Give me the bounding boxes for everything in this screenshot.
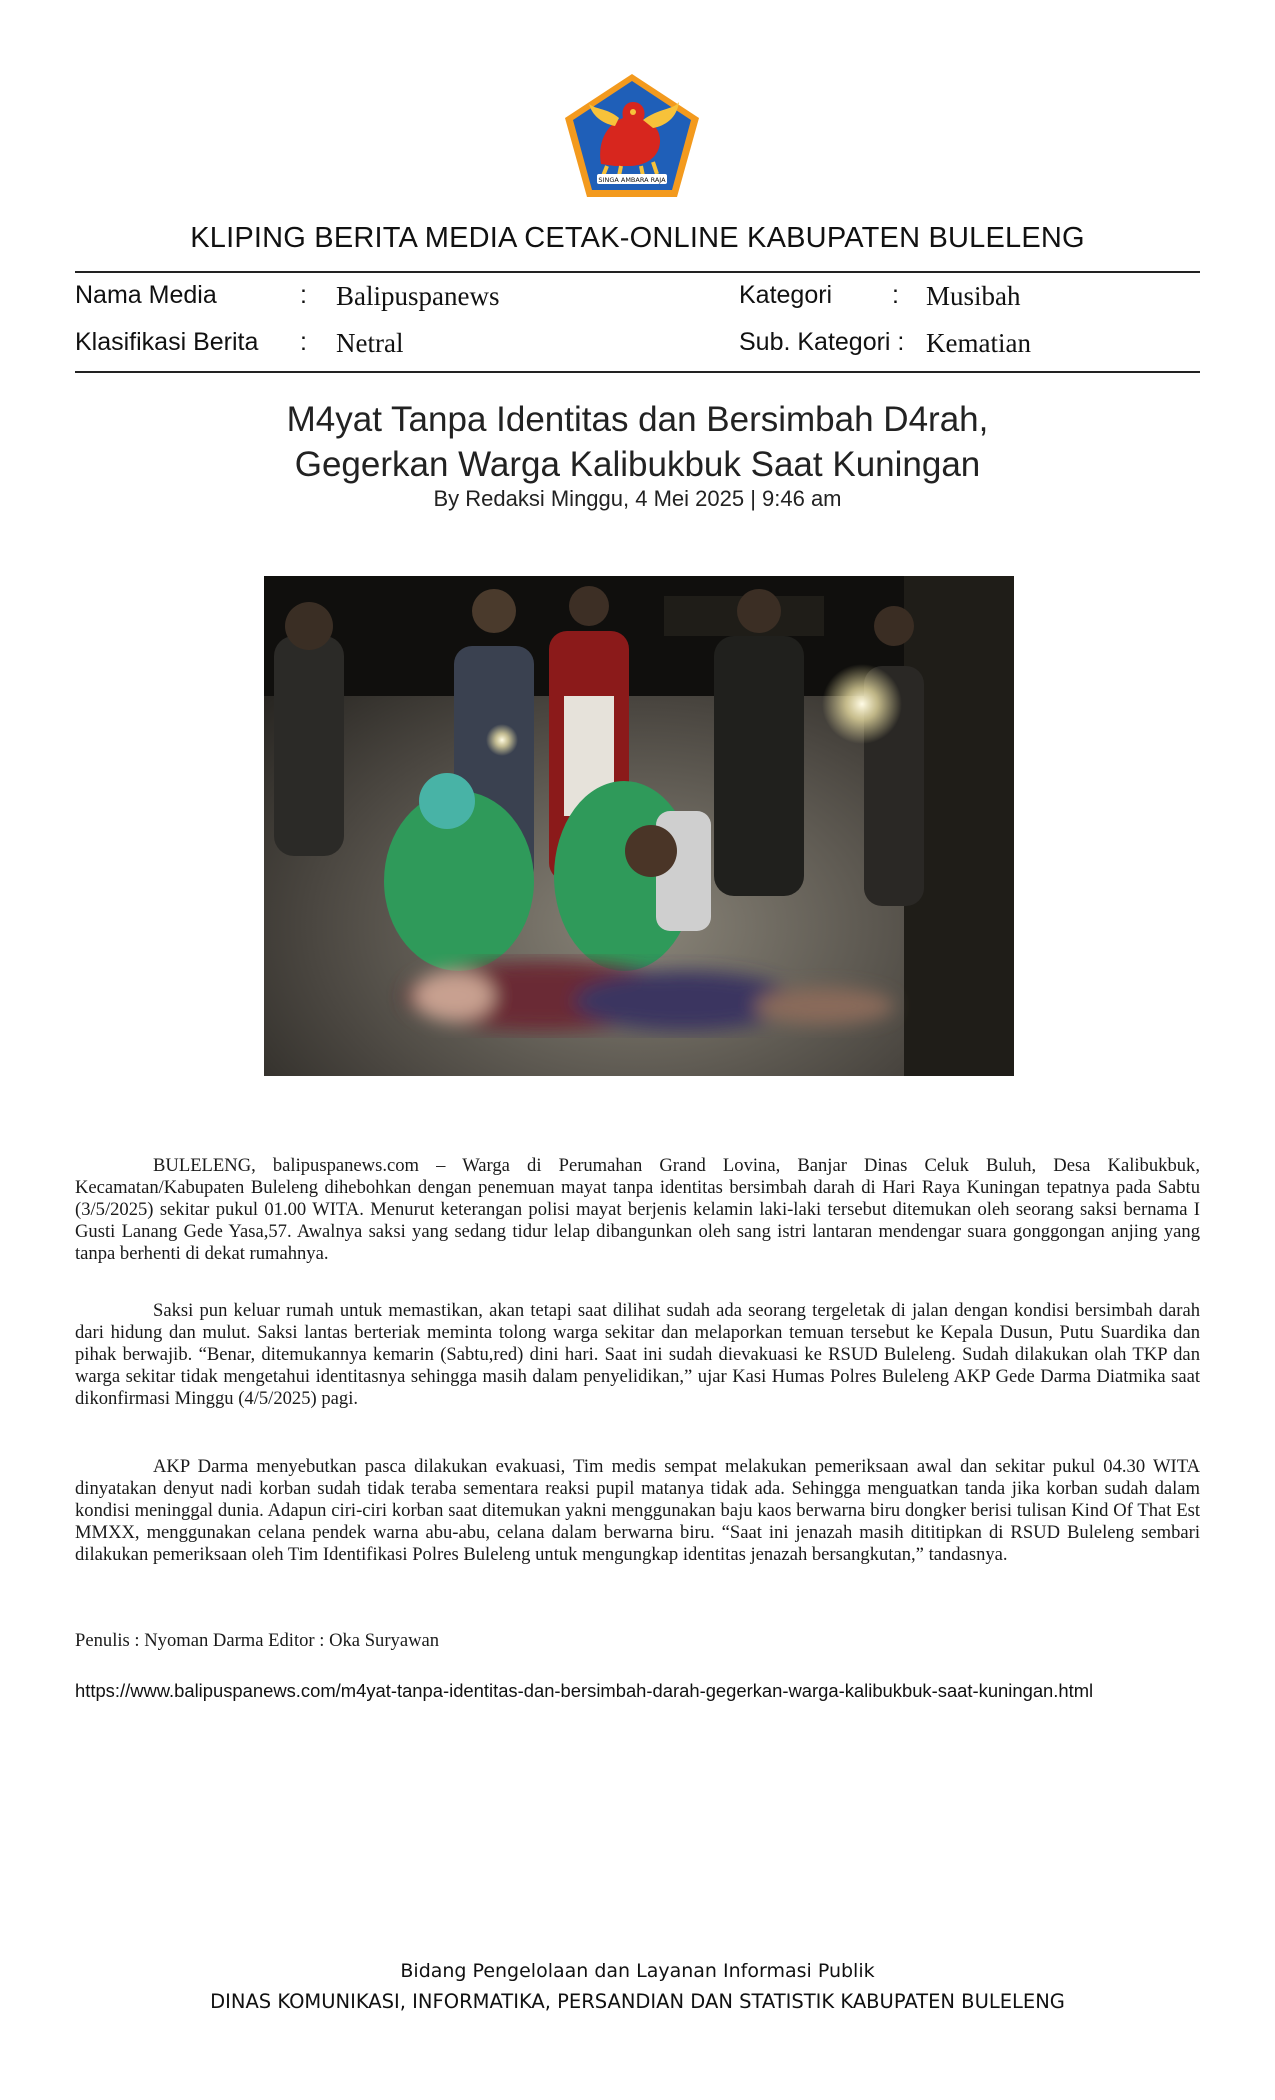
- meta-row-2: [75, 328, 1200, 364]
- classification-value: Netral: [336, 328, 404, 358]
- media-colon: :: [300, 281, 307, 309]
- logo-caption: SINGA AMBARA RAJA: [598, 176, 666, 184]
- header-rule-top: [75, 271, 1200, 273]
- article-title-line-2: Gegerkan Warga Kalibukbuk Saat Kuningan: [294, 445, 981, 484]
- category-label: Kategori: [739, 281, 833, 309]
- lion-crest-icon: [563, 72, 701, 199]
- article-paragraph-2: Saksi pun keluar rumah untuk memastikan, akan tetapi saat dilihat sudah ada seorang tergeletak di jalan dengan kondisi bersimbah darah dari hidung dan mulut. Saksi lantas berteriak meminta tolong warga sekitar dan melaporkan temuan tersebut ke Kepala Dusun, Putu Suardika dan pihak berwajib. “Benar, ditemukannya kemarin (Sabtu,red) dini hari. Saat ini sudah dievakuasi ke RSUD Buleleng. Sudah dilakukan olah TKP dan warga sekitar tidak mengetahui identitasnya sehingga masih dalam penyelidikan,” ujar Kasi Humas Polres Buleleng AKP Gede Darma Diatmika saat dikonfirmasi Minggu (4/5/2025) pagi.: [75, 1300, 1200, 1409]
- subcategory-label: Sub. Kategori :: [739, 328, 905, 356]
- media-value: Balipuspanews: [336, 281, 500, 311]
- article-source-url[interactable]: https://www.balipuspanews.com/m4yat-tanpa-identitas-dan-bersimbah-darah-gegerkan-warga-kalibukbuk-saat-kuningan.html: [75, 1680, 1094, 1701]
- classification-colon: :: [300, 328, 307, 356]
- article-photo: [264, 576, 1014, 1076]
- article-paragraph-1: BULELENG, balipuspanews.com – Warga di Perumahan Grand Lovina, Banjar Dinas Celuk Buluh, Desa Kalibukbuk, Kecamatan/Kabupaten Buleleng dihebohkan dengan penemuan mayat tanpa identitas bersimbah darah di Hari Raya Kuningan tepatnya pada Sabtu (3/5/2025) sekitar pukul 01.00 WITA. Menurut keterangan polisi mayat berjenis kelamin laki-laki tersebut ditemukan oleh seorang saksi bernama I Gusti Lanang Gede Yasa,57. Awalnya saksi yang sedang tidur lelap dibangunkan oleh sang istri lantaran mendengar suara gonggongan anjing yang tanpa berhenti di dekat rumahnya.: [75, 1155, 1200, 1264]
- media-label: Nama Media: [75, 281, 217, 309]
- category-value: Musibah: [926, 281, 1021, 311]
- meta-row-1: [75, 281, 1200, 317]
- header-rule-bottom: [75, 371, 1200, 373]
- classification-label: Klasifikasi Berita: [75, 328, 259, 356]
- article-paragraph-3: AKP Darma menyebutkan pasca dilakukan evakuasi, Tim medis sempat melakukan pemeriksaan awal dan sekitar pukul 04.30 WITA dinyatakan denyut nadi korban sudah tidak teraba sementara reaksi pupil matanya tidak ada. Sehingga menguatkan tanda jika korban sudah dalam kondisi meninggal dunia. Adapun ciri-ciri korban saat ditemukan yakni menggunakan baju kaos berwarna biru dongker berisi tulisan Kind Of That Est MMXX, menggunakan celana pendek warna abu-abu, celana dalam berwarna biru. “Saat ini jenazah masih dititipkan di RSUD Buleleng sembari dilakukan pemeriksaan oleh Tim Identifikasi Polres Buleleng untuk mengungkap identitas jenazah bersangkutan,” tandasnya.: [75, 1456, 1200, 1565]
- document-header-title: KLIPING BERITA MEDIA CETAK-ONLINE KABUPATEN BULELENG: [190, 222, 1085, 254]
- article-byline: By Redaksi Minggu, 4 Mei 2025 | 9:46 am: [433, 486, 842, 511]
- category-colon: :: [892, 281, 899, 309]
- regency-logo: [563, 72, 701, 199]
- footer-agency: DINAS KOMUNIKASI, INFORMATIKA, PERSANDIAN DAN STATISTIK KABUPATEN BULELENG: [210, 1990, 1065, 2013]
- article-title-line-1: M4yat Tanpa Identitas dan Bersimbah D4rah,: [286, 400, 989, 439]
- footer-department: Bidang Pengelolaan dan Layanan Informasi Publik: [400, 1960, 875, 1982]
- subcategory-value: Kematian: [926, 328, 1031, 358]
- article-credit: Penulis : Nyoman Darma Editor : Oka Suryawan: [75, 1630, 440, 1651]
